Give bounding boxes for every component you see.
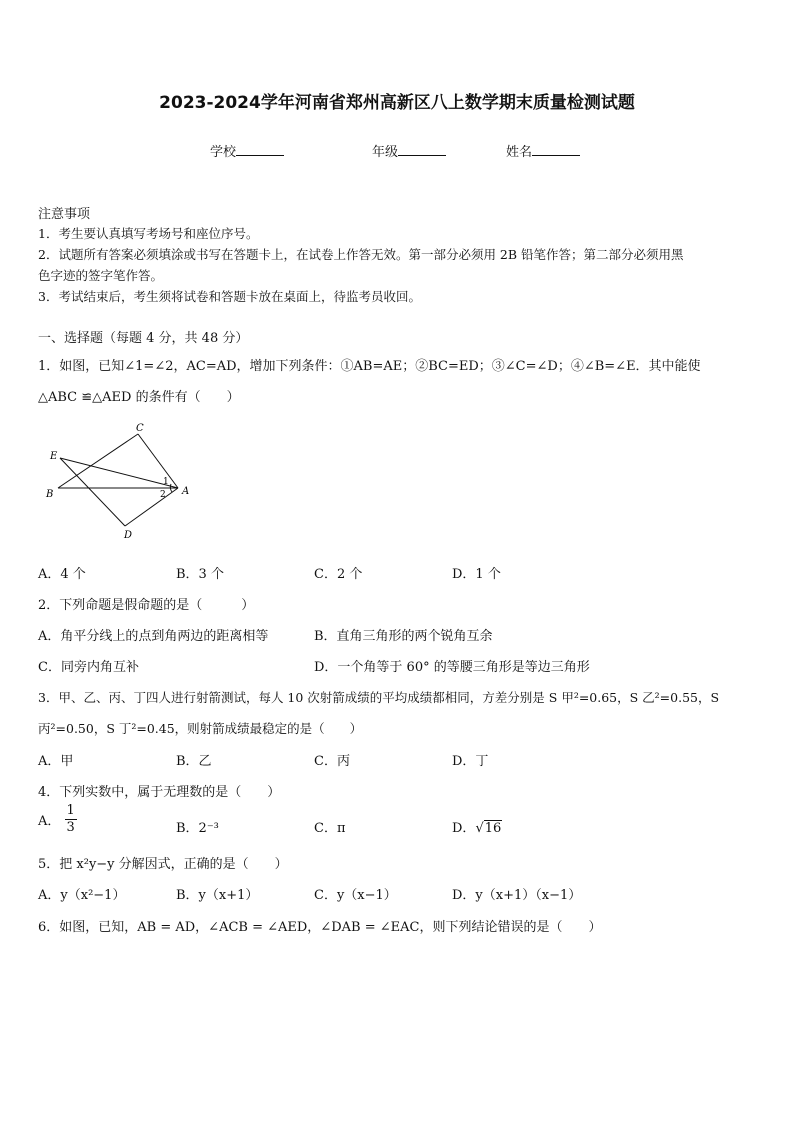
grade-field xyxy=(372,141,446,160)
label-c: C xyxy=(136,423,144,434)
note-1: 1．考生要认真填写考场号和座位序号。 xyxy=(38,226,259,241)
q2-option-b: B．直角三角形的两个锐角互余 xyxy=(314,629,493,644)
q4-stem: 4．下列实数中，属于无理数的是（ ） xyxy=(38,785,281,800)
section-heading: 一、选择题（每题 4 分，共 48 分） xyxy=(38,331,249,346)
q4-option-c: C．π xyxy=(314,821,346,836)
q5-stem: 5．把 x²y−y 分解因式，正确的是（ ） xyxy=(38,857,288,872)
q3-line2: 丙²=0.50，S 丁²=0.45，则射箭成绩最稳定的是（ ） xyxy=(38,721,363,736)
school-blank xyxy=(236,143,284,156)
q3-option-d: D．丁 xyxy=(452,754,489,769)
label-angle2: 2 xyxy=(160,490,166,500)
name-field xyxy=(506,141,580,160)
label-b: B xyxy=(46,489,54,500)
q1-figure xyxy=(40,422,200,542)
radicand: 16 xyxy=(484,821,502,836)
grade-label: 年级 xyxy=(372,145,399,160)
school-field xyxy=(210,141,284,160)
name-label: 姓名 xyxy=(506,145,533,160)
note-2a: 2．试题所有答案必须填涂或书写在答题卡上，在试卷上作答无效。第一部分必须用 2B 铅笔作答；第二部分必须用黑 xyxy=(38,247,684,262)
sqrt-sixteen: √16 xyxy=(475,821,502,836)
q3-option-a: A．甲 xyxy=(38,754,74,769)
fraction-numerator: 1 xyxy=(66,803,75,818)
q2-option-a: A．角平分线上的点到角两边的距离相等 xyxy=(38,629,269,644)
exam-title: 2023-2024学年河南省郑州高新区八上数学期末质量检测试题 xyxy=(159,93,635,113)
q1-line1: 1．如图，已知∠1=∠2，AC=AD，增加下列条件：①AB=AE；②BC=ED；③∠C=∠D；④∠B=∠E．其中能使 xyxy=(38,359,701,374)
q1-option-b: B．3 个 xyxy=(176,567,224,582)
q4-option-a-label: A． xyxy=(38,814,61,829)
q1-line2: △ABC ≌△AED 的条件有（ ） xyxy=(38,390,240,405)
label-angle1: 1 xyxy=(163,477,169,487)
q4-option-d xyxy=(452,817,502,836)
fraction-one-third xyxy=(65,803,77,836)
q5-option-a: A．y（x²−1） xyxy=(38,888,126,903)
note-3: 3．考试结束后，考生须将试卷和答题卡放在桌面上，待监考员收回。 xyxy=(38,289,421,304)
school-label: 学校 xyxy=(210,145,237,160)
label-d: D xyxy=(124,530,133,541)
q4-option-b: B．2⁻³ xyxy=(176,821,219,836)
q5-option-d: D．y（x+1）（x−1） xyxy=(452,888,582,903)
q5-option-b: B．y（x+1） xyxy=(176,888,259,903)
q1-option-d: D．1 个 xyxy=(452,567,501,582)
q2-option-c: C．同旁内角互补 xyxy=(38,660,139,675)
note-2b: 色字迹的签字笔作答。 xyxy=(38,268,164,283)
q4-option-d-label: D． xyxy=(452,821,476,836)
q1-option-c: C．2 个 xyxy=(314,567,363,582)
q5-option-c: C．y（x−1） xyxy=(314,888,397,903)
q3-option-c: C．丙 xyxy=(314,754,350,769)
q2-stem: 2．下列命题是假命题的是（ ） xyxy=(38,598,255,613)
fraction-denominator: 3 xyxy=(66,820,75,835)
grade-blank xyxy=(398,143,446,156)
label-a: A xyxy=(182,486,190,497)
notes-heading: 注意事项 xyxy=(38,207,91,222)
name-blank xyxy=(532,143,580,156)
q4-option-a xyxy=(38,803,77,836)
q2-option-d: D．一个角等于 60° 的等腰三角形是等边三角形 xyxy=(314,660,590,675)
q6-stem: 6．如图，已知，AB = AD，∠ACB = ∠AED，∠DAB = ∠EAC，则下列结论错误的是（ ） xyxy=(38,920,602,935)
label-e: E xyxy=(50,451,58,462)
q3-line1: 3．甲、乙、丙、丁四人进行射箭测试，每人 10 次射箭成绩的平均成绩都相同，方差分别是 S 甲²=0.65，S 乙²=0.55，S xyxy=(38,690,720,705)
q1-option-a: A．4 个 xyxy=(38,567,86,582)
q3-option-b: B．乙 xyxy=(176,754,212,769)
